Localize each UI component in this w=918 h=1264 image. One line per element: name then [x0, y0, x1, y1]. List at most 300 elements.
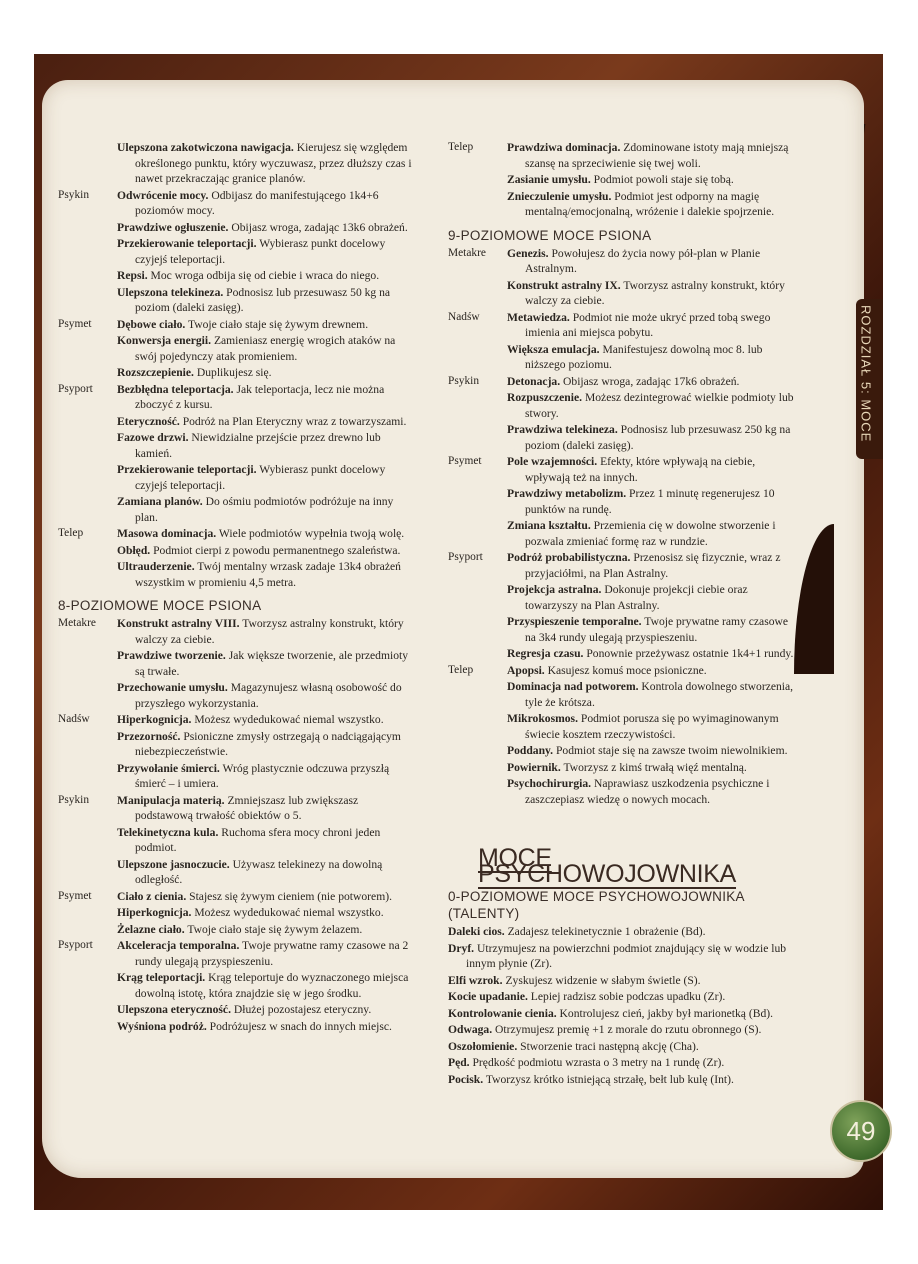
- discipline-tag: [448, 189, 507, 220]
- power-entry: [58, 970, 414, 1001]
- power-entry: [58, 333, 414, 364]
- power-text: [117, 1002, 414, 1018]
- power-name: Elfi wzrok.: [448, 973, 503, 987]
- power-text: [507, 342, 800, 373]
- power-entry: [58, 543, 414, 559]
- power-text: [507, 760, 800, 776]
- discipline-tag: [58, 857, 117, 888]
- power-name: Przezorność.: [117, 729, 181, 743]
- power-description: Moc wroga odbija się od ciebie i wraca do niego.: [150, 269, 380, 282]
- discipline-tag: [448, 776, 507, 807]
- power-entry: [58, 140, 414, 187]
- power-description: Twój mentalny wrzask zadaje 13k4 obrażeń wszystkim w promieniu 4,5 metra.: [135, 560, 401, 589]
- power-description: Efekty, które wpływają na ciebie, wpływają też na innych.: [525, 455, 756, 484]
- power-text: [507, 711, 800, 742]
- power-name: Manipulacja materią.: [117, 793, 225, 807]
- power-entry: [448, 374, 800, 390]
- power-description: Jak teleportacja, lecz nie można zboczyć z kursu.: [135, 382, 385, 411]
- power-entry: [58, 317, 414, 333]
- power-text: [448, 1039, 800, 1055]
- discipline-tag: [448, 760, 507, 776]
- power-entry: [448, 973, 800, 989]
- power-description: Lepiej radzisz sobie podczas upadku (Zr).: [530, 990, 726, 1003]
- power-list-7: [58, 140, 414, 590]
- power-description: Zdominowane istoty mają mniejszą szansę na sprzeciwienie się twej woli.: [525, 141, 789, 170]
- power-text: [117, 414, 414, 430]
- power-name: Przekierowanie teleportacji.: [117, 237, 257, 250]
- discipline-tag: [58, 494, 117, 525]
- discipline-tag: [58, 268, 117, 284]
- power-description: Możesz dezintegrować wielkie podmioty lub stwory.: [525, 391, 794, 420]
- power-description: Podmiot nie może ukryć przed tobą swego imienia ani miejsca pobytu.: [525, 310, 771, 339]
- power-description: Kontrolujesz cień, jakby był marionetką (Bd).: [559, 1006, 774, 1020]
- power-entry: [58, 462, 414, 493]
- power-name: Konstrukt astralny IX.: [507, 278, 621, 292]
- power-text: [507, 310, 800, 341]
- discipline-tag: [448, 743, 507, 759]
- power-description: Wybierasz punkt docelowy czyjejś teleportacji.: [135, 463, 386, 492]
- power-entry: [58, 268, 414, 284]
- power-name: Prawdziwa dominacja.: [507, 141, 621, 154]
- power-text: [117, 889, 414, 905]
- power-text: [507, 486, 800, 517]
- power-description: Podróż na Plan Eteryczny wraz z towarzyszami.: [182, 414, 407, 428]
- power-entry: [448, 140, 800, 171]
- power-entry: [448, 278, 800, 309]
- power-text: [117, 382, 414, 413]
- power-description: Wróg plastycznie odczuwa przyszłą śmierć – i umiera.: [135, 761, 390, 790]
- power-entry: [448, 246, 800, 277]
- discipline-tag: Psykin: [448, 374, 480, 387]
- power-text: [448, 924, 800, 940]
- discipline-tag: [448, 646, 507, 662]
- power-name: Metawiedza.: [507, 310, 570, 324]
- power-text: [117, 430, 414, 461]
- power-name: Fazowe drzwi.: [117, 431, 189, 444]
- power-text: [117, 616, 414, 647]
- power-entry: [448, 776, 800, 807]
- power-text: [507, 679, 800, 710]
- power-text: [448, 1006, 800, 1022]
- power-text: [117, 1019, 414, 1035]
- power-list-8: [58, 616, 414, 1034]
- power-entry: [448, 582, 800, 613]
- power-text: [507, 278, 800, 309]
- power-description: Tworzysz astralny konstrukt, który walczy za ciebie.: [525, 278, 785, 307]
- power-entry: [448, 422, 800, 453]
- power-entry: [448, 1006, 800, 1022]
- power-description: Tworzysz astralny konstrukt, który walczy za ciebie.: [135, 617, 404, 646]
- power-description: Podnosisz lub przesuwasz 50 kg na poziom (daleki zasięg).: [135, 285, 391, 314]
- power-description: Utrzymujesz na powierzchni podmiot znajdujący się w wodzie lub innym płynie (Zr).: [466, 941, 787, 970]
- power-name: Rozszczepienie.: [117, 366, 194, 379]
- power-entry: [58, 559, 414, 590]
- power-text: [117, 365, 414, 381]
- power-entry: [58, 761, 414, 792]
- power-description: Stworzenie traci następną akcję (Cha).: [520, 1039, 699, 1053]
- chapter-side-tab: [856, 299, 883, 459]
- power-name: Zasianie umysłu.: [507, 173, 591, 186]
- discipline-tag: [58, 970, 117, 1001]
- power-description: Ruchoma sfera mocy chroni jeden podmiot.: [135, 825, 381, 854]
- power-entry: [58, 365, 414, 381]
- power-text: [117, 285, 414, 316]
- power-description: Tworzysz krótko istniejącą strzałę, bełt lub kulę (Int).: [485, 1072, 734, 1086]
- discipline-tag: [58, 220, 117, 236]
- power-entry: [58, 1002, 414, 1018]
- power-name: Psychochirurgia.: [507, 777, 592, 790]
- discipline-tag: Nadśw: [448, 310, 480, 323]
- power-text: [448, 1072, 800, 1088]
- power-text: [507, 582, 800, 613]
- power-description: Kierujesz się względem określonego punktu, który wyczuwasz, przez dłuższy czas i nawet przekraczając granice planów.: [135, 141, 412, 185]
- power-text: [507, 614, 800, 645]
- discipline-tag: [58, 543, 117, 559]
- power-text: [117, 317, 414, 333]
- power-text: [117, 680, 414, 711]
- power-entry: [448, 941, 800, 972]
- power-text: [117, 526, 414, 542]
- discipline-tag: [58, 680, 117, 711]
- power-entry: [58, 285, 414, 316]
- power-description: Obijasz wroga, zadając 13k6 obrażeń.: [231, 220, 408, 234]
- power-name: Przywołanie śmierci.: [117, 761, 220, 775]
- discipline-tag: [448, 422, 507, 453]
- power-name: Znieczulenie umysłu.: [507, 189, 612, 203]
- power-entry: [448, 743, 800, 759]
- talent-list: [448, 924, 800, 1087]
- power-description: Stajesz się żywym cieniem (nie potworem).: [189, 889, 392, 903]
- power-name: Podróż probabilistyczna.: [507, 551, 631, 564]
- power-list-9: [448, 246, 800, 808]
- power-name: Wyśniona podróż.: [117, 1019, 207, 1033]
- chapter-section-title: MOCE PSYCHOWOJOWNIKA: [478, 844, 737, 888]
- discipline-tag: [58, 922, 117, 938]
- power-entry: [58, 526, 414, 542]
- section-heading-9: 9-POZIOMOWE MOCE PSIONA: [448, 227, 652, 243]
- power-entry: [58, 712, 414, 728]
- power-name: Poddany.: [507, 744, 554, 757]
- discipline-tag: [448, 582, 507, 613]
- power-text: [507, 246, 800, 277]
- discipline-tag: [58, 761, 117, 792]
- section-heading-0: 0-POZIOMOWE MOCE PSYCHOWOJOWNIKA: [448, 889, 745, 904]
- power-description: Wiele podmiotów wypełnia twoją wolę.: [218, 527, 405, 540]
- chapter-label: ROZDZIAŁ 5: MOCE: [858, 305, 874, 443]
- power-name: Zamiana planów.: [117, 495, 203, 508]
- power-name: Prawdziwe tworzenie.: [117, 649, 226, 662]
- power-text: [117, 188, 414, 219]
- discipline-tag: [58, 285, 117, 316]
- power-description: Wybierasz punkt docelowy czyjejś teleportacji.: [135, 237, 386, 266]
- power-text: [448, 1055, 800, 1071]
- power-text: [117, 905, 414, 921]
- power-entry: [58, 889, 414, 905]
- power-description: Otrzymujesz premię +1 z morale do rzutu obronnego (S).: [495, 1023, 762, 1036]
- section-heading-8: 8-POZIOMOWE MOCE PSIONA: [58, 598, 262, 613]
- power-name: Daleki cios.: [448, 925, 505, 938]
- power-name: Masowa dominacja.: [117, 527, 217, 540]
- power-description: Przenosisz się fizycznie, wraz z przyjaciółmi, na Plan Astralny.: [525, 551, 781, 580]
- power-name: Ciało z cienia.: [117, 889, 187, 903]
- power-name: Ultrauderzenie.: [117, 560, 195, 573]
- power-description: Podmiot jest odporny na magię mentalną/emocjonalną, wróżenie i dalekie spojrzenie.: [525, 189, 775, 218]
- power-entry: [58, 430, 414, 461]
- power-description: Tworzysz z kimś trwałą więź mentalną.: [563, 760, 747, 774]
- power-description: Dłużej pozostajesz eteryczny.: [233, 1003, 372, 1016]
- power-description: Naprawiasz uszkodzenia psychiczne i zaszczepiasz wiedzę o nowych mocach.: [525, 777, 770, 806]
- discipline-tag: Psymet: [58, 317, 92, 330]
- power-text: [117, 333, 414, 364]
- discipline-tag: Telep: [448, 663, 474, 676]
- power-entry: [448, 1055, 800, 1071]
- power-text: [448, 973, 800, 989]
- power-entry: [448, 454, 800, 485]
- power-text: [507, 390, 800, 421]
- power-description: Niewidzialne przejście przez drewno lub kamień.: [135, 431, 381, 460]
- section-heading-0-sub: (TALENTY): [448, 906, 520, 921]
- discipline-tag: [448, 172, 507, 188]
- power-entry: [58, 236, 414, 267]
- power-text: [117, 559, 414, 590]
- discipline-tag: [448, 679, 507, 710]
- power-description: Przez 1 minutę regenerujesz 10 punktów na rundę.: [525, 487, 775, 516]
- power-text: [507, 776, 800, 807]
- power-entry: [448, 518, 800, 549]
- discipline-tag: Telep: [448, 141, 474, 153]
- power-description: Podnosisz lub przesuwasz 250 kg na poziom (daleki zasięg).: [525, 423, 791, 452]
- power-name: Apopsi.: [507, 663, 545, 677]
- power-description: Dokonuje projekcji ciebie oraz towarzyszy na Plan Astralny.: [525, 583, 748, 612]
- power-text: [117, 140, 414, 187]
- power-name: Dominacja nad potworem.: [507, 680, 639, 693]
- power-text: [507, 743, 800, 759]
- discipline-tag: [448, 486, 507, 517]
- power-text: [507, 140, 800, 171]
- power-text: [117, 543, 414, 559]
- power-text: [507, 172, 800, 188]
- discipline-tag: [448, 711, 507, 742]
- power-text: [117, 268, 414, 284]
- power-entry: [448, 390, 800, 421]
- power-text: [507, 422, 800, 453]
- power-description: Kasujesz komuś moce psioniczne.: [547, 663, 707, 677]
- power-text: [507, 663, 800, 679]
- power-name: Prawdziwe ogłuszenie.: [117, 220, 229, 234]
- left-column: [58, 140, 414, 1035]
- power-entry: [58, 1019, 414, 1035]
- power-entry: [448, 342, 800, 373]
- power-entry: [58, 938, 414, 969]
- power-text: [448, 989, 800, 1005]
- power-description: Krąg teleportuje do wyznaczonego miejsca dowolną istotę, która znajdzie się w jego środku.: [135, 971, 409, 1000]
- power-name: Oszołomienie.: [448, 1039, 518, 1053]
- power-entry: [448, 486, 800, 517]
- power-description: Możesz wydedukować niemal wszystko.: [194, 906, 384, 919]
- power-description: Podmiot porusza się po wyimaginowanym świecie kosztem rzeczywistości.: [525, 712, 779, 741]
- power-description: Twoje ciało staje się żywym żelazem.: [187, 922, 363, 936]
- power-entry: [448, 1022, 800, 1038]
- power-description: Manifestujesz dowolną moc 8. lub niższego poziomu.: [525, 342, 763, 371]
- power-text: [117, 648, 414, 679]
- power-description: Twoje prywatne ramy czasowe na 2 rundy ulegają przyspieszeniu.: [135, 939, 409, 968]
- power-description: Podmiot powoli staje się tobą.: [593, 173, 734, 186]
- power-name: Pole wzajemności.: [507, 455, 598, 468]
- discipline-tag: Telep: [58, 527, 84, 539]
- discipline-tag: [58, 825, 117, 856]
- power-entry: [448, 989, 800, 1005]
- power-description: Twoje ciało staje się żywym drewnem.: [187, 317, 369, 331]
- power-text: [117, 494, 414, 525]
- power-text: [507, 550, 800, 581]
- power-name: Obłęd.: [117, 543, 151, 557]
- power-entry: [448, 550, 800, 581]
- power-name: Projekcja astralna.: [507, 583, 602, 596]
- power-entry: [58, 825, 414, 856]
- power-text: [507, 189, 800, 220]
- discipline-tag: [58, 1002, 117, 1018]
- power-name: Przechowanie umysłu.: [117, 681, 228, 694]
- discipline-tag: [58, 236, 117, 267]
- power-entry: [448, 663, 800, 679]
- discipline-tag: Psymet: [58, 889, 92, 902]
- power-entry: [448, 189, 800, 220]
- power-entry: [448, 711, 800, 742]
- power-entry: [58, 857, 414, 888]
- page-number-badge: [830, 1100, 892, 1162]
- power-entry: [58, 188, 414, 219]
- power-name: Prawdziwy metabolizm.: [507, 487, 627, 500]
- power-name: Zmiana kształtu.: [507, 519, 591, 532]
- power-entry: [448, 646, 800, 662]
- power-description: Psioniczne zmysły ostrzegają o nadciągającym niebezpieczeństwie.: [135, 729, 401, 758]
- power-text: [117, 922, 414, 938]
- power-description: Podmiot cierpi z powodu permanentnego szaleństwa.: [153, 543, 401, 557]
- right-column: [448, 140, 800, 1088]
- power-name: Pęd.: [448, 1056, 470, 1069]
- discipline-tag: Psyport: [58, 939, 93, 951]
- discipline-tag: [448, 278, 507, 309]
- power-text: [507, 374, 800, 390]
- discipline-tag: [58, 648, 117, 679]
- power-entry: [448, 310, 800, 341]
- discipline-tag: [448, 342, 507, 373]
- power-entry: [448, 1072, 800, 1088]
- power-name: Krąg teleportacji.: [117, 971, 206, 984]
- power-description: Prędkość podmiotu wzrasta o 3 metry na 1 rundę (Zr).: [472, 1056, 725, 1069]
- discipline-tag: Psyport: [58, 382, 93, 395]
- power-description: Ponownie przeżywasz ostatnie 1k4+1 rundy.: [586, 647, 794, 660]
- page-number: 49: [846, 1115, 876, 1146]
- power-description: Przemienia cię w dowolne stworzenie i pozwala zmieniać formę raz w rundzie.: [525, 519, 776, 548]
- power-entry: [58, 922, 414, 938]
- power-description: Duplikujesz się.: [196, 366, 272, 379]
- discipline-tag: Psykin: [58, 793, 90, 806]
- power-name: Kocie upadanie.: [448, 990, 528, 1003]
- discipline-tag: Nadśw: [58, 713, 90, 725]
- power-text: [117, 793, 414, 824]
- power-entry: [448, 924, 800, 940]
- power-description: Zmniejszasz lub zwiększasz podstawową trwałość obiektów o 5.: [135, 793, 359, 822]
- power-description: Podmiot staje się na zawsze twoim niewolnikiem.: [555, 744, 788, 757]
- power-name: Ulepszone jasnoczucie.: [117, 857, 230, 871]
- power-description: Zamieniasz energię wrogich ataków na swój pojedynczy atak promieniem.: [135, 334, 396, 363]
- power-description: Magazynujesz własną osobowość do przyszłego wykorzystania.: [135, 681, 402, 710]
- discipline-tag: Psykin: [58, 188, 90, 201]
- power-name: Pocisk.: [448, 1072, 484, 1086]
- discipline-tag: [58, 430, 117, 461]
- power-text: [117, 761, 414, 792]
- power-text: [117, 825, 414, 856]
- power-name: Powiernik.: [507, 760, 561, 774]
- power-text: [448, 1022, 800, 1038]
- power-name: Genezis.: [507, 246, 549, 260]
- power-name: Przekierowanie teleportacji.: [117, 463, 257, 476]
- power-text: [117, 938, 414, 969]
- power-name: Repsi.: [117, 269, 148, 282]
- discipline-tag: [58, 559, 117, 590]
- discipline-tag: [58, 365, 117, 381]
- power-entry: [448, 614, 800, 645]
- power-name: Ulepszona eteryczność.: [117, 1003, 231, 1016]
- power-entry: [58, 616, 414, 647]
- discipline-tag: [58, 414, 117, 430]
- power-name: Bezbłędna teleportacja.: [117, 382, 234, 396]
- power-text: [117, 220, 414, 236]
- power-entry: [58, 905, 414, 921]
- power-name: Eteryczność.: [117, 414, 180, 428]
- power-text: [507, 518, 800, 549]
- power-text: [117, 236, 414, 267]
- power-entry: [58, 648, 414, 679]
- power-entry: [58, 680, 414, 711]
- power-name: Akceleracja temporalna.: [117, 939, 240, 952]
- power-name: Hiperkognicja.: [117, 906, 192, 919]
- power-entry: [448, 172, 800, 188]
- power-entry: [58, 729, 414, 760]
- discipline-tag: [58, 905, 117, 921]
- power-description: Zadajesz telekinetycznie 1 obrażenie (Bd).: [507, 925, 706, 938]
- power-entry: [58, 220, 414, 236]
- power-name: Odwaga.: [448, 1023, 493, 1036]
- discipline-tag: Psyport: [448, 551, 483, 563]
- power-description: Odbijasz do manifestującego 1k4+6 poziomów mocy.: [135, 188, 379, 217]
- power-description: Zyskujesz widzenie w słabym świetle (S).: [505, 973, 701, 987]
- discipline-tag: [58, 729, 117, 760]
- power-name: Detonacja.: [507, 374, 561, 388]
- power-name: Przyspieszenie temporalne.: [507, 615, 642, 628]
- power-name: Mikrokosmos.: [507, 712, 578, 725]
- power-name: Telekinetyczna kula.: [117, 825, 219, 839]
- discipline-tag: [58, 462, 117, 493]
- discipline-tag: Metakre: [448, 246, 486, 259]
- power-name: Regresja czasu.: [507, 647, 584, 660]
- discipline-tag: [448, 518, 507, 549]
- power-description: Używasz telekinezy na dowolną odległość.: [135, 857, 383, 886]
- power-name: Dębowe ciało.: [117, 317, 186, 331]
- power-entry: [58, 414, 414, 430]
- discipline-tag: [58, 333, 117, 364]
- power-description: Powołujesz do życia nowy pół-plan w Planie Astralnym.: [525, 246, 761, 275]
- power-name: Odwrócenie mocy.: [117, 188, 209, 202]
- power-text: [507, 646, 800, 662]
- power-name: Dryf.: [448, 941, 475, 955]
- power-description: Możesz wydedukować niemal wszystko.: [194, 713, 384, 726]
- power-entry: [448, 1039, 800, 1055]
- power-description: Jak większe tworzenie, ale przedmioty są trwałe.: [135, 649, 409, 678]
- power-entry: [58, 494, 414, 525]
- power-entry: [58, 382, 414, 413]
